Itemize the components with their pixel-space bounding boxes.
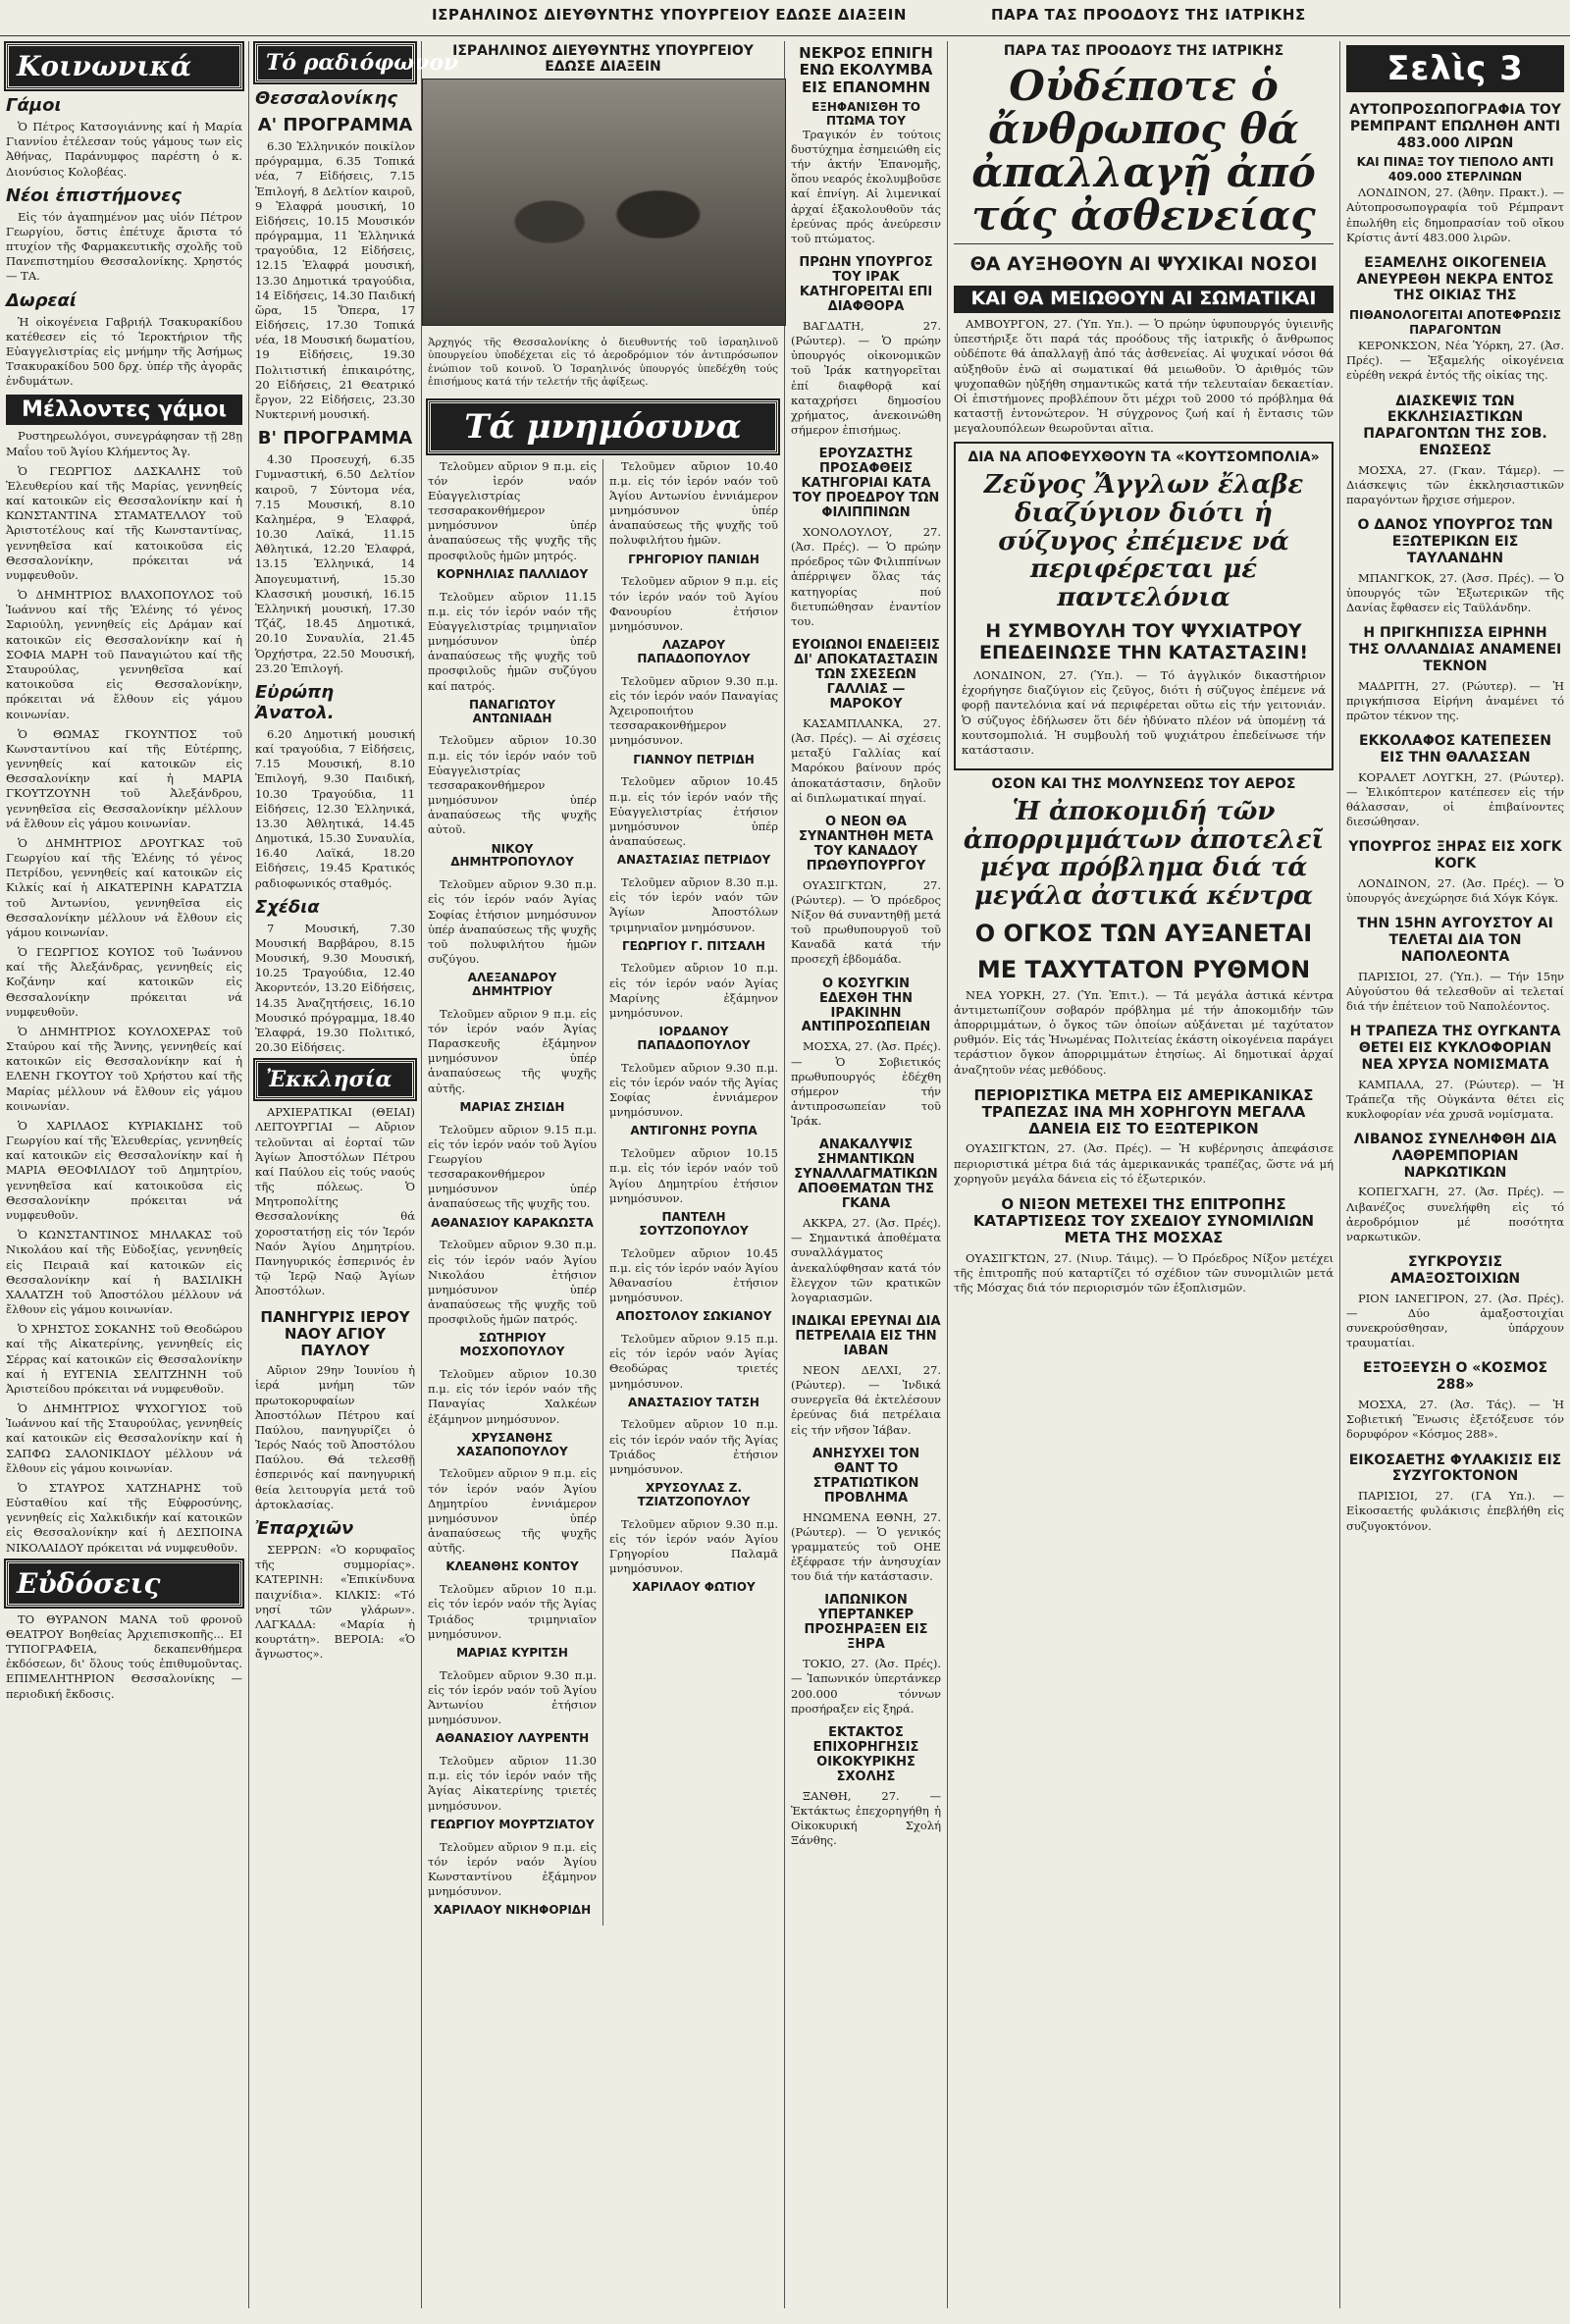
memorial-text: Τελοῦμεν αὔριον 10 π.μ. εἰς τόν ἱερόν ναόν Ἁγίας Μαρίνης ἐξάμηνον μνημόσυνον.: [609, 961, 778, 1020]
drowning-text: Τραγικόν ἐν τούτοις δυστύχημα ἐσημειώθη εἰς τήν ἀκτήν Ἐπανομῆς, ὅπου νεαρός ἐκολυμβοῦσε καί ἐπνίγη. Αἱ λιμενικαί ἀρχαί ἐξακολουθοῦν τάς ἐρεύνας πρός ἀνεύρεσιν τοῦ πτώματος.: [791, 127, 941, 245]
feast-text: Αὔριον 29ην Ἰουνίου ἡ ἱερά μνήμη τῶν πρωτοκορυφαίων Ἀποστόλων Πέτρου καί Παύλου, πανηγυρίζει ὁ Ἱερός Ναός τοῦ Ἀποστόλου Παύλου. Θά τελεσθῇ ἑσπερινός καί πανηγυρική θεία λειτουργία μετά τοῦ ἀρτοκλασίας.: [255, 1363, 415, 1511]
feast-title: ΠΑΝΗΓΥΡΙΣ ΙΕΡΟΥ ΝΑΟΥ ΑΓΙΟΥ ΠΑΥΛΟΥ: [260, 1307, 410, 1360]
radio-program-a: 6.30 Ἑλληνικόν ποικίλον πρόγραμμα, 6.35 Τοπικά νέα, 7 Εἰδήσεις, 7.15 Ἐπιλογή, 8 Δελτίον καιροῦ, 9 Ἐλαφρά μουσική, 10 Εἰδήσεις, 10.15 Μουσικόν πρόγραμμα, 11 Ἑλληνικά τραγούδια, 12 Εἰδήσεις, 12.15 Ἐλαφρά μουσική, 13.30 Δημοτικά τραγούδια, 14 Εἰδήσεις, 14.30 Παιδική ὥρα, 15 Ὅπερα, 17 Εἰδήσεις, 17.30 Τοπικά νέα, 18 Μουσική δωματίου, 19 Εἰδήσεις, 19.30 Πολιτιστική ἐπικαιρότης, 20 Εἰδήσεις, 21 Θεατρικό ἔργον, 22 Εἰδήσεις, 23.30 Νυκτερινή μουσική.: [255, 139, 415, 422]
divorce-subtitle: Η ΣΥΜΒΟΥΛΗ ΤΟΥ ΨΥΧΙΑΤΡΟΥ ΕΠΕΔΕΙΝΩΣΕ ΤΗΝ ΚΑΤΑΣΤΑΣΙΝ!: [979, 620, 1308, 664]
brief-text: ΜΠΑΝΓΚΟΚ, 27. (Ἀσσ. Πρές). — Ὁ ὑπουργός τῶν Ἐξωτερικῶν τῆς Δανίας ἔφθασεν εἰς Ταϋλάνδην.: [1346, 570, 1564, 614]
brief-headline: Η ΠΡΙΓΚΗΠΙΣΣΑ ΕΙΡΗΝΗ ΤΗΣ ΟΛΛΑΝΔΙΑΣ ΑΝΑΜΕΝΕΙ ΤΕΚΝΟΝ: [1348, 625, 1562, 674]
brief-headline: ΛΙΒΑΝΟΣ ΣΥΝΕΛΗΦΘΗ ΔΙΑ ΛΑΘΡΕΜΠΟΡΙΑΝ ΝΑΡΚΩΤΙΚΩΝ: [1353, 1132, 1557, 1181]
top-center-kicker: ΠΑΡΑ ΤΑΣ ΠΡΟΟΔΟΥΣ ΤΗΣ ΙΑΤΡΙΚΗΣ: [991, 6, 1306, 24]
news-text: ΤΟΚΙΟ, 27. (Ἀσ. Πρές). — Ἰαπωνικόν ὑπερτάνκερ 200.000 τόννων προσήραξεν εἰς ξηρά.: [791, 1657, 941, 1716]
news-headline: Ο ΚΟΣΥΓΚΙΝ ΕΔΕΧΘΗ ΤΗΝ ΙΡΑΚΙΝΗΝ ΑΝΤΙΠΡΟΣΩΠΕΙΑΝ: [801, 976, 931, 1035]
column-world-news: [785, 41, 948, 2308]
brief-headline: ΕΞΑΜΕΛΗΣ ΟΙΚΟΓΕΝΕΙΑ ΑΝΕΥΡΕΘΗ ΝΕΚΡΑ ΕΝΤΟΣ ΤΗΣ ΟΙΚΙΑΣ ΤΗΣ: [1356, 254, 1554, 304]
memorial-text: Τελοῦμεν αὔριον 10 π.μ. εἰς τόν ἱερόν ναόν τῆς Ἁγίας Τριάδος τριμηνιαῖον μνημόσυνον.: [428, 1582, 597, 1641]
news-headline: ΠΡΩΗΝ ΥΠΟΥΡΓΟΣ ΤΟΥ ΙΡΑΚ ΚΑΤΗΓΟΡΕΙΤΑΙ ΕΠΙ ΔΙΑΦΘΟΡΑ: [799, 255, 933, 314]
memorial-name: ΣΩΤΗΡΙΟΥ ΜΟΣΧΟΠΟΥΛΟΥ: [459, 1331, 565, 1359]
brief-news-list: [1346, 102, 1564, 1534]
memorial-text: Τελοῦμεν αὔριον 9 π.μ. εἰς τόν ἱερόν ναόν Εὐαγγελιστρίας τεσσαρακονθήμερον μνημόσυνον ὑπέρ ἀναπαύσεως τῆς ψυχῆς τῆς προσφιλοῦς ἡμῶν μητρός.: [428, 458, 597, 562]
memorial-text: Τελοῦμεν αὔριον 9.30 π.μ. εἰς τόν ἱερόν ναόν Ἁγίου Νικολάου ἐτήσιον μνημόσυνον ὑπέρ ἀναπαύσεως τῆς ψυχῆς τοῦ προσφιλοῦς ἡμῶν πατρός.: [428, 1238, 597, 1327]
news-text: ΚΑΣΑΜΠΛΑΝΚΑ, 27. (Ἀσ. Πρές). — Αἱ σχέσεις μεταξύ Γαλλίας καί Μαρόκου βαίνουν πρός ἀποκατάστασιν, δηλοῦν αἱ διπλωματικαί πηγαί.: [791, 715, 941, 805]
column-feature: [948, 41, 1340, 2308]
society-section-title: Δωρεαί: [6, 290, 77, 311]
memorial-name: ΠΑΝΑΓΙΩΤΟΥ ΑΝΤΩΝΙΑΔΗ: [468, 697, 556, 725]
memorials-column-left: [428, 459, 597, 1927]
brief-text: ΚΟΡΑΛΕΤ ΛΟΥΓΚΗ, 27. (Ρώυτερ). — Ἐλικόπτερον κατέπεσεν εἰς τήν θάλασσαν, οἱ ἐπιβαίνοντες διεσώθησαν.: [1346, 769, 1564, 829]
memorial-name: ΚΛΕΑΝΘΗΣ ΚΟΝΤΟΥ: [445, 1559, 579, 1574]
radio-station: Θεσσαλονίκης: [255, 88, 398, 109]
memorial-text: Τελοῦμεν αὔριον 9 π.μ. εἰς τόν ἱερόν ναόν Ἁγίου Κωνσταντίνου ἐξάμηνον μνημόσυνον.: [428, 1839, 597, 1899]
provinces-title: Ἐπαρχιῶν: [255, 1517, 354, 1539]
radio-evros: 6.20 Δημοτική μουσική καί τραγούδια, 7 Εἰδήσεις, 7.15 Μουσική, 8.10 Ἐπιλογή, 9.30 Παιδική, 10.30 Τραγούδια, 11 Εἰδήσεις, 12.30 Ἑλληνικά, 13.30 Ἀθλητικά, 14.45 Δημοτικά, 15.30 Συναυλία, 16.40 Λαϊκά, 18.20 Εἰδήσεις, 19.45 Κρατικός ραδιοφωνικός σταθμός.: [255, 726, 415, 890]
wedding-announcement: Ὁ ΔΗΜΗΤΡΙΟΣ ΒΛΑΧΟΠΟΥΛΟΣ τοῦ Ἰωάννου καί τῆς Ἑλένης τό γένος Σαριούλη, γεννηθείς εἰς Δράμαν καί κατοικῶν εἰς Θεσσαλονίκην καί ἡ ΣΟΦΙΑ ΜΑΡΗ τοῦ Παναγιώτου καί τῆς Σταυρούλας, γεννηθεῖσα καί κατοικοῦσα εἰς Θεσσαλονίκην, πρόκειται νά ἔλθουν εἰς γάμου κοινωνίαν.: [6, 588, 242, 721]
pollution-kicker: ΟΣΟΝ ΚΑΙ ΤΗΣ ΜΟΛΥΝΣΕΩΣ ΤΟΥ ΑΕΡΟΣ: [991, 776, 1296, 793]
society-section-text: Ὁ Πέτρος Κατσογιάννης καί ἡ Μαρία Γιαννίου ἐτέλεσαν τούς γάμους των εἰς Ἀθήνας, Παράνυμφος παρέστη ὁ κ. Διονύσιος Κολοβέας.: [6, 120, 242, 179]
memorial-name: ΧΑΡΙΛΑΟΥ ΝΙΚΗΦΟΡΙΔΗ: [433, 1903, 592, 1918]
memorial-text: Τελοῦμεν αὔριον 11.15 π.μ. εἰς τόν ἱερόν ναόν τῆς Εὐαγγελιστρίας τριμηνιαῖον μνημόσυνον ὑπέρ ἀναπαύσεως τῆς ψυχῆς τοῦ προσφιλοῦς ἡμῶν συζύγου καί πατρός.: [428, 589, 597, 693]
brief-text: ΛΟΝΔΙΝΟΝ, 27. (Ἀθην. Πρακτ.). — Αὐτοπροσωπογραφία τοῦ Ρέμπραντ ἐπωλήθη εἰς δημοπρασίαν τοῦ οἴκου Κρίστις ἀντί 483.000 λιρῶν.: [1346, 185, 1564, 244]
news-text: ΧΟΝΟΛΟΥΛΟΥ, 27. (Ἀσ. Πρές). — Ὁ πρώην πρόεδρος τῶν Φιλιππίνων ἀπέρριψεν ὅλας τάς κατηγορίας πού διετυπώθησαν ἐναντίον του.: [791, 524, 942, 628]
memorial-text: Τελοῦμεν αὔριον 9 π.μ. εἰς τόν ἱερόν ναόν Ἁγίου Δημητρίου ἐννιάμερον μνημόσυνον ὑπέρ ἀναπαύσεως τῆς ψυχῆς αὐτῆς.: [428, 1466, 597, 1556]
memorial-text: Τελοῦμεν αὔριον 10 π.μ. εἰς τόν ἱερόν ναόν τῆς Ἁγίας Τριάδος ἐτήσιον μνημόσυνον.: [609, 1417, 778, 1476]
radio-program-b-title: Β' ΠΡΟΓΡΑΜΜΑ: [257, 428, 413, 449]
memorial-name: ΓΕΩΡΓΙΟΥ Γ. ΠΙΤΣΑΛΗ: [622, 938, 765, 953]
brief-headline: ΑΥΤΟΠΡΟΣΩΠΟΓΡΑΦΙΑ ΤΟΥ ΡΕΜΠΡΑΝΤ ΕΠΩΛΗΘΗ ΑΝΤΙ 483.000 ΛΙΡΩΝ: [1349, 102, 1561, 151]
brief-headline: ΥΠΟΥΡΓΟΣ ΞΗΡΑΣ ΕΙΣ ΧΟΓΚ ΚΟΓΚ: [1348, 839, 1562, 872]
divorce-kicker: ΔΙΑ ΝΑ ΑΠΟΦΕΥΧΘΟΥΝ ΤΑ «ΚΟΥΤΣΟΜΠΟΛΙΑ»: [968, 449, 1320, 466]
memorial-text: Τελοῦμεν αὔριον 10.40 π.μ. εἰς τόν ἱερόν ναόν τοῦ Ἁγίου Αντωνίου ἐννιάμερον μνημόσυνον ὑπέρ ἀναπαύσεως τῆς ψυχῆς τοῦ πολυφιλήτου ἡμῶν.: [609, 458, 778, 548]
section-masthead-church: Ἐκκλησία: [255, 1060, 415, 1099]
memorial-name: ΧΡΥΣΑΝΘΗΣ ΧΑΣΑΠΟΠΟΥΛΟΥ: [456, 1430, 568, 1458]
news-headline: ΑΝΑΚΑΛΥΨΙΣ ΣΗΜΑΝΤΙΚΩΝ ΣΥΝΑΛΛΑΓΜΑΤΙΚΩΝ ΑΠΟΘΕΜΑΤΩΝ ΤΗΣ ΓΚΑΝΑ: [794, 1137, 938, 1212]
drowning-subheadline: ΕΞΗΦΑΝΙΣΘΗ ΤΟ ΠΤΩΜΑ ΤΟΥ: [811, 99, 920, 128]
brief-headline: ΕΞΤΟΞΕΥΣΗ Ο «ΚΟΣΜΟΣ 288»: [1362, 1360, 1548, 1394]
memorial-name: ΧΑΡΙΛΑΟΥ ΦΩΤΙΟΥ: [632, 1580, 756, 1595]
future-weddings-list: [6, 429, 242, 1555]
news-headline: Ο ΝΕΟΝ ΘΑ ΣΥΝΑΝΤΗΘΗ ΜΕΤΑ ΤΟΥ ΚΑΝΑΔΟΥ ΠΡΩΘΥΠΟΥΡΓΟΥ: [798, 814, 934, 873]
news-headline: ΕΚΤΑΚΤΟΣ ΕΠΙΧΟΡΗΓΗΣΙΣ ΟΙΚΟΚΥΡΙΚΗΣ ΣΧΟΛΗΣ: [812, 1724, 919, 1784]
memorial-name: ΛΑΖΑΡΟΥ ΠΑΠΑΔΟΠΟΥΛΟΥ: [637, 638, 751, 665]
news-headline: ΕΡΟΥΖΑΣΤΗΣ ΠΡΟΣΑΦΘΕΙΣ ΚΑΤΗΓΟΡΙΑΙ ΚΑΤΑ ΤΟΥ ΠΡΟΕΔΡΟΥ ΤΩΝ ΦΙΛΙΠΠΙΝΩΝ: [792, 447, 940, 520]
brief-headline: Η ΤΡΑΠΕΖΑ ΤΗΣ ΟΥΓΚΑΝΤΑ ΘΕΤΕΙ ΕΙΣ ΚΥΚΛΟΦΟΡΙΑΝ ΝΕΑ ΧΡΥΣΑ ΝΟΜΙΣΜΑΤΑ: [1349, 1024, 1561, 1073]
brief-text: ΚΟΠΕΓΧΑΓΗ, 27. (Ἀσ. Πρές). — Λιβανέζος συνελήφθη εἰς τό ἀεροδρόμιον μέ ποσότητα ναρκωτικῶν.: [1346, 1185, 1564, 1243]
brief-headline: ΣΥΓΚΡΟΥΣΙΣ ΑΜΑΞΟΣΤΟΙΧΙΩΝ: [1389, 1254, 1521, 1287]
brief-subheadline: ΚΑΙ ΠΙΝΑΞ ΤΟΥ ΤΙΕΠΟΛΟ ΑΝΤΙ 409.000 ΣΤΕΡΛΙΝΩΝ: [1356, 155, 1554, 184]
brief-text: ΡΙΟΝ ΙΑΝΕΓΙΡΟΝ, 27. (Ἀσ. Πρές). — Δύο ἀμαξοστοιχίαι συνεκρούσθησαν, ὑπάρχουν τραυματίαι.: [1346, 1291, 1564, 1350]
radio-sxedia-title: Σχέδια: [255, 896, 320, 918]
memorial-text: Τελοῦμεν αὔριον 9 π.μ. εἰς τόν ἱερόν ναόν τοῦ Ἁγίου Φανουρίου ἐτήσιον μνημόσυνον.: [609, 574, 778, 633]
news-headline: ΙΝΔΙΚΑΙ ΕΡΕΥΝΑΙ ΔΙΑ ΠΕΤΡΕΛΑΙΑ ΕΙΣ ΤΗΝ ΙΑΒΑΝ: [791, 1314, 941, 1359]
society-section-title: Γάμοι: [6, 95, 62, 116]
pollution-subtitle-2: ΜΕ ΤΑΧΥΤΑΤΟΝ ΡΥΘΜΟΝ: [976, 956, 1311, 984]
memorial-name: ΑΛΕΞΑΝΔΡΟΥ ΔΗΜΗΤΡΙΟΥ: [467, 971, 557, 998]
memorial-name: ΑΝΑΣΤΑΣΙΟΥ ΤΑΤΣΗ: [628, 1395, 759, 1409]
column-society: [0, 41, 249, 2308]
drowning-headline: ΝΕΚΡΟΣ ΕΠΝΙΓΗ ΕΝΩ ΕΚΟΛΥΜΒΑ ΕΙΣ ΕΠΑΝΟΜΗΝ: [799, 44, 933, 96]
banks-text: ΟΥΑΣΙΓΚΤΩΝ, 27. (Ἀσ. Πρές). — Ἡ κυβέρνησις ἀπεφάσισε περιοριστικά μέτρα διά τάς ἀμερικανικάς τραπέζας, ὥστε νά μή χορηγοῦν μεγάλα δάνεια εἰς τό ἐξωτερικόν.: [954, 1141, 1334, 1186]
feature-subtitle-2: ΚΑΙ ΘΑ ΜΕΙΩΘΟΥΝ ΑΙ ΣΩΜΑΤΙΚΑΙ: [954, 286, 1334, 313]
top-rule: [0, 35, 1570, 36]
divorce-text: ΛΟΝΔΙΝΟΝ, 27. (Ὑπ.). — Τό ἀγγλικόν δικαστήριον ἐχορήγησε διαζύγιον εἰς ζεῦγος, διότι ἡ σύζυγος ἐπέμενε νά φορῇ παντελόνια καί νά περιφέρεται οὕτω εἰς τήν γειτονιάν. Ὁ σύζυγος ἐδήλωσεν ὅτι δέν ἠδύνατο πλέον νά ὑπομένῃ τά κουτσομπολιά. Ἡ συμβουλή τοῦ ψυχιάτρου ἐπεδείνωσε τήν κατάστασιν.: [962, 668, 1326, 757]
wedding-announcement: Ὁ ΓΕΩΡΓΙΟΣ ΚΟΥΙΟΣ τοῦ Ἰωάννου καί τῆς Ἀλεξάνδρας, γεννηθείς εἰς Κοζάνην καί κατοικῶν εἰς Θεσσαλονίκην πρόκειται νά νυμφευθοῦν.: [6, 945, 242, 1019]
brief-text: ΚΕΡΟΝΚΣΟΝ, Νέα Ὑόρκη, 27. (Ἀσ. Πρές). — Ἑξαμελής οἰκογένεια εὑρέθη νεκρά ἐντός τῆς οἰκίας της.: [1346, 339, 1564, 383]
memorial-name: ΓΕΩΡΓΙΟΥ ΜΟΥΡΤΖΙΑΤΟΥ: [430, 1817, 595, 1831]
memorial-text: Τελοῦμεν αὔριον 9.15 π.μ. εἰς τόν ἱερόν ναόν Ἁγίας Θεοδώρας τριετές μνημόσυνον.: [609, 1332, 778, 1391]
wedding-announcement: Ὁ ΓΕΩΡΓΙΟΣ ΔΑΣΚΑΛΗΣ τοῦ Ἐλευθερίου καί τῆς Μαρίας, γεννηθείς καί κατοικῶν εἰς Θεσσαλονίκην καί ἡ ΚΩΝΣΤΑΝΤΙΝΑ ΣΤΑΜΑΤΕΛΛΟΥ τοῦ Ἀριστοτέλους καί τῆς Κωνσταντίνας, γεννηθεῖσα καί κατοικοῦσα εἰς Θεσσαλονίκην, πρόκειται νά νυμφευθοῦν.: [6, 463, 242, 582]
memorials-column-right: [602, 459, 778, 1927]
brief-text: ΠΑΡΙΣΙΟΙ, 27. (Ὑπ.). — Τήν 15ην Αὐγούστου θά τελεσθοῦν αἱ τελεταί διά τήν ἐπέτειον τοῦ Ναπολέοντος.: [1346, 969, 1564, 1014]
brief-text: ΛΟΝΔΙΝΟΝ, 27. (Ἀσ. Πρές). — Ὁ ὑπουργός ἀνεχώρησε διά Χόγκ Κόγκ.: [1346, 875, 1564, 906]
radio-program-b: 4.30 Προσευχή, 6.35 Γυμναστική, 6.50 Δελτίον καιροῦ, 7 Σύντομα νέα, 7.15 Μουσική, 8.10 Καλημέρα, 9 Ἐλαφρά, 10.30 Λαϊκά, 11.15 Ἀθλητικά, 12.20 Ἐλαφρά, 13.15 Ἑλληνικά, 14 Ἀπογευματινή, 15.30 Κλασσική μουσική, 16.15 Ἑλληνική μουσική, 17.30 Τζάζ, 18.45 Δημοτικά, 20.10 Συναυλία, 21.45 Ὁρχήστρα, 22.50 Μουσική, 23.20 Ἐπιλογή.: [255, 452, 415, 675]
divorce-story-box: [954, 442, 1334, 770]
divorce-title: Ζεῦγος Ἄγγλων ἔλαβε διαζύγιον διότι ἡ σύζυγος ἐπέμενε νά περιφέρεται μέ παντελόνια: [983, 470, 1304, 612]
world-news-list: [791, 256, 941, 1848]
news-headline: ΑΝΗΣΥΧΕΙ ΤΟΝ ΘΑΝΤ ΤΟ ΣΤΡΑΤΙΩΤΙΚΟΝ ΠΡΟΒΛΗΜΑ: [811, 1446, 920, 1505]
memorial-name: ΑΘΑΝΑΣΙΟΥ ΚΑΡΑΚΩΣΤΑ: [431, 1215, 594, 1230]
news-text: ΑΚΚΡΑ, 27. (Ἀσ. Πρές). — Σημαντικά ἀποθέματα συναλλάγματος ἀνεκαλύφθησαν κατά τόν ἔλεγχον τῶν κρατικῶν λογαριασμῶν.: [791, 1216, 941, 1304]
section-masthead-memorials: Τά μνημόσυνα: [428, 400, 778, 453]
wedding-announcement: Ὁ ΧΡΗΣΤΟΣ ΣΟΚΑΝΗΣ τοῦ Θεοδώρου καί τῆς Αἰκατερίνης, γεννηθείς εἰς Σέρρας καί κατοικῶν εἰς Θεσσαλονίκην καί ἡ ΕΥΓΕΝΙΑ ΣΕΛΙΤΖΗΝΗ τοῦ Ἀριστείδου πρόκειται νά νυμφευθοῦν.: [6, 1322, 242, 1396]
wedding-announcement: Ὁ ΚΩΝΣΤΑΝΤΙΝΟΣ ΜΗΛΑΚΑΣ τοῦ Νικολάου καί τῆς Εὐδοξίας, γεννηθείς εἰς Πειραιᾶ καί κατοικῶν εἰς Θεσσαλονίκην καί ἡ ΒΑΣΙΛΙΚΗ ΧΑΛΑΤΖΗ τοῦ Ἀποστόλου μέλλουν νά ἔλθουν εἰς γάμου κοινωνίαν.: [6, 1228, 242, 1317]
section-masthead-society: Κοινωνικά: [6, 43, 242, 89]
brief-subheadline: ΠΙΘΑΝΟΛΟΓΕΙΤΑΙ ΑΠΟΤΕΦΡΩΣΙΣ ΠΑΡΑΓΟΝΤΩΝ: [1348, 308, 1562, 337]
memorial-text: Τελοῦμεν αὔριον 10.45 π.μ. εἰς τόν ἱερόν ναόν Ἁγίου Ἀθανασίου ἐτήσιον μνημόσυνον.: [609, 1245, 778, 1305]
church-text: ΑΡΧΙΕΡΑΤΙΚΑΙ (ΘΕΙΑΙ) ΛΕΙΤΟΥΡΓΙΑΙ — Αὔριον τελοῦνται αἱ ἑορταί τῶν Ἁγίων Ἀποστόλων Πέτρου καί Παύλου εἰς τούς ναούς τῆς πόλεως. Ὁ Μητροπολίτης Θεσσαλονίκης θά χοροστατήσῃ εἰς τόν Ἱερόν Ναόν Ἁγίου Δημητρίου. Πανηγυρικός ἑσπερινός ἐν τῷ Ἱερῷ Ναῷ Ἁγίων Ἀποστόλων.: [255, 1105, 415, 1298]
memorial-text: Τελοῦμεν αὔριον 9.15 π.μ. εἰς τόν ἱερόν ναόν τοῦ Ἁγίου Γεωργίου τεσσαρακονθήμερον μνημόσυνον ὑπέρ ἀναπαύσεως τῆς ψυχῆς του.: [428, 1122, 597, 1211]
memorial-name: ΧΡΥΣΟΥΛΑΣ Ζ. ΤΖΙΑΤΖΟΠΟΥΛΟΥ: [637, 1481, 751, 1508]
feature-subtitle-1: ΘΑ ΑΥΞΗΘΟΥΝ ΑΙ ΨΥΧΙΚΑΙ ΝΟΣΟΙ: [969, 253, 1318, 276]
memorial-text: Τελοῦμεν αὔριον 9.30 π.μ. εἰς τόν ἱερόν ναόν τοῦ Ἁγίου Ἀντωνίου ἐτήσιον μνημόσυνον.: [428, 1667, 597, 1727]
news-photo: [422, 79, 786, 326]
memorial-text: Τελοῦμεν αὔριον 9.30 π.μ. εἰς τόν ἱερόν ναόν Παναγίας Ἀχειροποιήτου τεσσαρακονθήμερον μνημόσυνον.: [609, 673, 778, 748]
memorial-name: ΑΝΤΙΓΟΝΗΣ ΡΟΥΠΑ: [630, 1124, 758, 1138]
memorial-text: Τελοῦμεν αὔριον 9.30 π.μ. εἰς τόν ἱερόν ναόν Ἁγίου Γρηγορίου Παλαμᾶ μνημόσυνον.: [609, 1516, 778, 1576]
news-text: ΒΑΓΔΑΤΗ, 27. (Ρώυτερ). — Ὁ πρώην ὑπουργός οἰκονομικῶν τοῦ Ἰράκ κατηγορεῖται ἐπί διαφθορᾷ καί καταχρήσει δημοσίου χρήματος, ἀνεκοινώθη σήμερον ἐπισήμως.: [791, 318, 941, 438]
society-section-text: Ἡ οἰκογένεια Γαβριήλ Τσακυρακίδου κατέθεσεν εἰς τό Ἱεροκτήριον τῆς Εὐαγγελιστρίας εἰς μνήμην τῆς Ἀσήμως Τσακυρακίδου 500 δρχ. ὑπέρ τῆς ἀγορᾶς ἐνδυμάτων.: [6, 314, 242, 389]
memorial-text: Τελοῦμεν αὔριον 10.45 π.μ. εἰς τόν ἱερόν ναόν τῆς Εὐαγγελιστρίας ἐτήσιον μνημόσυνον ὑπέρ ἀναπαύσεως.: [609, 774, 778, 849]
memorial-text: Τελοῦμεν αὔριον 10.30 π.μ. εἰς τόν ἱερόν ναόν τοῦ Εὐαγγελιστρίας τεσσαρακονθήμερον μνημόσυνον ὑπέρ ἀναπαύσεως τῆς ψυχῆς αὐτοῦ.: [428, 733, 597, 837]
memorial-text: Τελοῦμεν αὔριον 9.30 π.μ. εἰς τόν ἱερόν ναόν Ἁγίας Σοφίας ἐτήσιον μνημόσυνον ὑπέρ ἀναπαύσεως τῆς ψυχῆς τοῦ πολυφιλήτου ἡμῶν συζύγου.: [428, 877, 597, 967]
brief-headline: ΤΗΝ 15ΗΝ ΑΥΓΟΥΣΤΟΥ ΑΙ ΤΕΛΕΤΑΙ ΔΙΑ ΤΟΝ ΝΑΠΟΛΕΟΝΤΑ: [1357, 916, 1553, 965]
memorial-name: ΙΟΡΔΑΝΟΥ ΠΑΠΑΔΟΠΟΥΛΟΥ: [637, 1025, 751, 1052]
memorials-grid: [422, 459, 784, 1927]
feature-title: Οὐδέποτε ὁ ἄνθρωπος θά ἀπαλλαγῇ ἀπό τάς ἀσθενείας: [971, 62, 1316, 240]
memorial-name: ΚΟΡΝΗΛΙΑΣ ΠΑΛΛΙΔΟΥ: [436, 566, 589, 581]
section-masthead-publications: Εὐδόσεις: [6, 1560, 242, 1607]
society-section-text: Εἰς τόν ἀγαπημένον μας υἱόν Πέτρον Γεωργίου, ὅστις ἐπέτυχε ἄριστα τό πτυχίον τῆς Φαρμακευτικῆς σχολῆς τοῦ Πανεπιστημίου Θεσσαλονίκης. Χρηστός — ΤΑ.: [6, 209, 242, 284]
column-brief-news: [1340, 41, 1570, 2308]
news-text: ΟΥΑΣΙΓΚΤΩΝ, 27. (Ρώυτερ). — Ὁ πρόεδρος Νίξον θά συναντηθῇ μετά τοῦ πρωθυπουργοῦ τοῦ Καναδᾶ κατά τήν προσεχῆ ἑβδομάδα.: [791, 877, 941, 967]
nixon-text: ΟΥΑΣΙΓΚΤΩΝ, 27. (Νιυρ. Τάιμς). — Ὁ Πρόεδρος Νίξον μετέχει τῆς ἐπιτροπῆς πού καταρτίζει τό σχέδιον τῶν συνομιλιῶν μετά τῆς Μόσχας διά τόν περιορισμόν τῶν ἐξοπλισμῶν.: [954, 1250, 1334, 1295]
photo-caption: Ἀρχηγός τῆς Θεσσαλονίκης ὁ διευθυντής τοῦ ἰσραηλινοῦ ὑπουργείου ὑποδέχεται εἰς τό ἀεροδρόμιον τόν ἀντιπρόσωπον ἐνώπιον τοῦ κοινοῦ. Ὁ Ἰσραηλινός ὑπουργός ὑπεδέχθη τούς ἐπισήμους κατά τήν τελετήν τῆς ἀφίξεως.: [428, 336, 778, 389]
news-headline: ΕΥΟΙΩΝΟΙ ΕΝΔΕΙΞΕΙΣ ΔΙ' ΑΠΟΚΑΤΑΣΤΑΣΙΝ ΤΩΝ ΣΧΕΣΕΩΝ ΓΑΛΛΙΑΣ — ΜΑΡΟΚΟΥ: [792, 638, 940, 712]
photo-headline: ΙΣΡΑΗΛΙΝΟΣ ΔΙΕΥΘΥΝΤΗΣ ΥΠΟΥΡΓΕΙΟΥ ΕΔΩΣΕ ΔΙΑΞΕΙΝ: [452, 43, 754, 75]
top-left-headline: ΙΣΡΑΗΛΙΝΟΣ ΔΙΕΥΘΥΝΤΗΣ ΥΠΟΥΡΓΕΙΟΥ ΕΔΩΣΕ ΔΙΑΞΕΙΝ: [432, 6, 907, 24]
memorial-text: Τελοῦμεν αὔριον 10.15 π.μ. εἰς τόν ἱερόν ναόν τοῦ Ἁγίου Δημητρίου ἐτήσιον μνημόσυνον.: [609, 1146, 778, 1205]
column-memorials: [422, 41, 785, 2308]
feature-kicker: ΠΑΡΑ ΤΑΣ ΠΡΟΟΔΟΥΣ ΤΗΣ ΙΑΤΡΙΚΗΣ: [1003, 43, 1284, 59]
radio-sxedia: 7 Μουσική, 7.30 Μουσική Βαρβάρου, 8.15 Μουσική, 9.30 Μουσική, 10.25 Τραγούδια, 12.40 Ἀκορντεόν, 13.20 Εἰδήσεις, 14.35 Ἀναζητήσεις, 16.10 Μουσικό πρόγραμμα, 18.40 Ἐλαφρά, 19.30 Πολιτικό, 20.30 Εἰδήσεις.: [255, 921, 415, 1055]
provinces-text: ΣΕΡΡΩΝ: «Ὁ κορυφαῖος τῆς συμμορίας». ΚΑΤΕΡΙΝΗ: «Ἐπικίνδυνα παιχνίδια». ΚΙΛΚΙΣ: «Τό νησί τῶν γλάρων». ΛΑΓΚΑΔΑ: «Μαρία ἡ κουρτάτη». ΒΕΡΟΙΑ: «Ὁ ἄγνωστος».: [255, 1542, 415, 1662]
memorial-name: ΑΠΟΣΤΟΛΟΥ ΣΩΚΙΑΝΟΥ: [615, 1309, 772, 1324]
memorial-name: ΜΑΡΙΑΣ ΚΥΡΙΤΣΗ: [456, 1645, 568, 1660]
nixon-title: Ο ΝΙΞΟΝ ΜΕΤΕΧΕΙ ΤΗΣ ΕΠΙΤΡΟΠΗΣ ΚΑΤΑΡΤΙΣΕΩΣ ΤΟΥ ΣΧΕΔΙΟΥ ΣΥΝΟΜΙΛΙΩΝ ΜΕΤΑ ΤΗΣ ΜΟΣΧΑΣ: [972, 1194, 1315, 1247]
feature-text: ΑΜΒΟΥΡΓΟΝ, 27. (Ὑπ. Υπ.). — Ὁ πρώην ὑφυπουργός ὑγιεινῆς ὑπεστήριξε ὅτι παρά τάς προόδους τῆς ἰατρικῆς ὁ ἄνθρωπος οὐδέποτε θά ἀπαλλαγῇ ἀπό τάς ἀσθενείας. Αἱ ψυχικαί νόσοι θά αὐξηθοῦν ἐνῶ αἱ σωματικαί θά μειωθοῦν. Ὁ ἀριθμός τῶν ψυχοπαθῶν ηὐξήθη σημαντικῶς κατά τήν τελευταίαν δεκαετίαν. Οἱ ἐπιστήμονες προβλέπουν ὅτι μέχρι τοῦ 2000 τό πρόβλημα θά καταστῇ ἐντονώτερον. Ἡ σύγχρονος ζωή καί ἡ ἔντασις τῶν μεγαλουπόλεων θεωροῦνται αἴτια.: [954, 317, 1334, 436]
radio-evros-title: Εὐρώπη Ἀνατολ.: [255, 681, 335, 723]
memorial-text: Τελοῦμεν αὔριον 9.30 π.μ. εἰς τόν ἱερόν ναόν τῆς Ἁγίας Σοφίας ἐννιάμερον μνημόσυνον.: [609, 1060, 778, 1120]
memorial-name: ΓΡΗΓΟΡΙΟΥ ΠΑΝΙΔΗ: [628, 552, 759, 566]
memorial-name: ΜΑΡΙΑΣ ΖΗΣΙΔΗ: [459, 1099, 565, 1114]
memorial-text: Τελοῦμεν αὔριον 8.30 π.μ. εἰς τόν ἱερόν ναόν τῶν Ἁγίων Ἀποστόλων τριμηνιαῖον μνημόσυνον.: [609, 874, 778, 934]
section-title-future-weddings: Μέλλοντες γάμοι: [6, 395, 242, 425]
news-headline: ΙΑΠΩΝΙΚΟΝ ΥΠΕΡΤΑΝΚΕΡ ΠΡΟΣΗΡΑΞΕΝ ΕΙΣ ΞΗΡΑ: [804, 1593, 928, 1653]
wedding-announcement: Ὁ ΣΤΑΥΡΟΣ ΧΑΤΖΗΑΡΗΣ τοῦ Εὐσταθίου καί τῆς Εὐφροσύνης, γεννηθείς εἰς Χαλκιδικήν καί κατοικῶν εἰς Θεσσαλονίκην καί ἡ ΔΕΣΠΟΙΝΑ ΝΙΚΟΛΑΙΔΟΥ πρόκειται νά νυμφευθοῦν.: [6, 1480, 242, 1555]
pollution-title: Ἡ ἀποκομιδή τῶν ἀπορριμμάτων ἀποτελεῖ μέγα πρόβλημα διά τά μεγάλα ἀστικά κέντρα: [963, 797, 1325, 911]
news-text: ΝΕΟΝ ΔΕΛΧΙ, 27. (Ρώυτερ). — Ἰνδικά συνεργεῖα θά ἐκτελέσουν ἐρεύνας διά πετρέλαια εἰς τήν νῆσον Ἰάβαν.: [791, 1362, 941, 1437]
publications-text: ΤΟ ΘΥΡΑΝΟΝ ΜΑΝΑ τοῦ φρονοῦ ΘΕΑΤΡΟΥ Βοηθείας Ἀρχιεπισκοπῆς... ΕΙ ΤΥΠΟΓΡΑΦΕΙΑ, δεκαπενθήμερα ἐκδόσεων, δι' ὅλους τούς ἐπιθυμοῦντας. ΕΠΙΜΕΛΗΤΗΡΙΟΝ Θεσσαλονίκης — περιοδική ἔκδοσις.: [6, 1611, 242, 1701]
society-sections: [6, 95, 242, 389]
memorial-text: Τελοῦμεν αὔριον 10.30 π.μ. εἰς τόν ἱερόν ναόν τῆς Παναγίας Χαλκέων ἐξάμηνον μνημόσυνον.: [428, 1367, 597, 1426]
memorial-name: ΠΑΝΤΕΛΗ ΣΟΥΤΖΟΠΟΥΛΟΥ: [639, 1209, 749, 1238]
wedding-announcement: Ὁ ΔΗΜΗΤΡΙΟΣ ΔΡΟΥΓΚΑΣ τοῦ Γεωργίου καί τῆς Ἐλένης τό γένος Πετρίδου, γεννηθείς καί κατοικῶν εἰς Κιλκίς καί ἡ ΑΙΚΑΤΕΡΙΝΗ ΚΑΡΑΤΖΙΑ τοῦ Ἀντωνίου, γεννηθεῖσα εἰς Θεσσαλονίκην μέλλουν νά ἔλθουν εἰς γάμου κοινωνίαν.: [6, 835, 242, 939]
wedding-announcement: Ὁ ΔΗΜΗΤΡΙΟΣ ΚΟΥΛΟΧΕΡΑΣ τοῦ Σταύρου καί τῆς Ἄννης, γεννηθείς καί κατοικῶν εἰς Θεσσαλονίκην καί ἡ ΕΛΕΝΗ ΓΚΟΥΤΟΥ τοῦ Χρήστου καί τῆς Μαρίας μέλλουν νά ἔλθουν εἰς γάμου κοινωνίαν.: [6, 1024, 242, 1113]
brief-text: ΜΑΔΡΙΤΗ, 27. (Ρώυτερ). — Ἡ πριγκήπισσα Εἰρήνη ἀναμένει τό πρῶτον τέκνον της.: [1346, 678, 1564, 722]
brief-text: ΜΟΣΧΑ, 27. (Γκαν. Τάμερ). — Διάσκεψις τῶν ἐκκλησιαστικῶν παραγόντων ἤρχισε σήμερον.: [1346, 462, 1564, 507]
memorial-name: ΝΙΚΟΥ ΔΗΜΗΤΡΟΠΟΥΛΟΥ: [450, 841, 574, 870]
radio-program-a-title: Α' ΠΡΟΓΡΑΜΜΑ: [257, 115, 413, 135]
memorial-text: Τελοῦμεν αὔριον 11.30 π.μ. εἰς τόν ἱερόν ναόν τῆς Ἁγίας Αἰκατερίνης τριετές μνημόσυνον.: [428, 1754, 597, 1813]
memorial-name: ΑΝΑΣΤΑΣΙΑΣ ΠΕΤΡΙΔΟΥ: [616, 853, 771, 868]
pollution-subtitle-1: Ο ΟΓΚΟΣ ΤΩΝ ΑΥΞΑΝΕΤΑΙ: [974, 919, 1313, 947]
society-section-title: Νέοι ἐπιστήμονες: [6, 185, 182, 206]
brief-headline: ΕΙΚΟΣΑΕΤΗΣ ΦΥΛΑΚΙΣΙΣ ΕΙΣ ΣΥΖΥΓΟΚΤΟΝΟΝ: [1348, 1452, 1562, 1485]
news-text: ΞΑΝΘΗ, 27. — Ἐκτάκτως ἐπεχορηγήθη ἡ Οἰκοκυρική Σχολή Ξάνθης.: [791, 1788, 941, 1848]
brief-text: ΠΑΡΙΣΙΟΙ, 27. (ΓΑ Υπ.). — Εἰκοσαετής φυλάκισις ἐπεβλήθη εἰς συζυγοκτόνον.: [1346, 1489, 1564, 1533]
column-radio: [249, 41, 459, 2308]
section-masthead-radio: Τό ραδιόφωνον: [255, 43, 415, 82]
page-number-masthead: Σελὶς 3: [1346, 45, 1564, 92]
wedding-announcement: Ρυστηρεωλόγοι, συνεγράφησαν τῇ 28ῃ Μαΐου τοῦ Ἁγίου Κλήμεντος Ἁγ.: [6, 429, 242, 458]
memorial-name: ΓΙΑΝΝΟΥ ΠΕΤΡΙΔΗ: [633, 752, 755, 766]
banks-title: ΠΕΡΙΟΡΙΣΤΙΚΑ ΜΕΤΡΑ ΕΙΣ ΑΜΕΡΙΚΑΝΙΚΑΣ ΤΡΑΠΕΖΑΣ ΙΝΑ ΜΗ ΧΟΡΗΓΟΥΝ ΜΕΓΑΛΑ ΔΑΝΕΙΑ ΕΙΣ ΤΟ ΕΞΩΤΕΡΙΚΟΝ: [973, 1085, 1314, 1138]
brief-headline: Ο ΔΑΝΟΣ ΥΠΟΥΡΓΟΣ ΤΩΝ ΕΞΩΤΕΡΙΚΩΝ ΕΙΣ ΤΑΥΛΑΝΔΗΝ: [1357, 517, 1553, 566]
brief-text: ΚΑΜΠΑΛΑ, 27. (Ρώυτερ). — Ἡ Τράπεζα τῆς Οὐγκάντα θέτει εἰς κυκλοφορίαν νέα χρυσᾶ νομίσματα.: [1346, 1077, 1564, 1121]
memorial-name: ΑΘΑΝΑΣΙΟΥ ΛΑΥΡΕΝΤΗ: [435, 1731, 590, 1746]
wedding-announcement: Ὁ ΧΑΡΙΛΑΟΣ ΚΥΡΙΑΚΙΔΗΣ τοῦ Γεωργίου καί τῆς Ἐλευθερίας, γεννηθείς καί κατοικῶν εἰς Θεσσαλονίκην καί ἡ ΜΑΡΙΑ ΘΕΟΦΙΛΙΔΟΥ τοῦ Δημητρίου, γεννηθεῖσα καί κατοικοῦσα εἰς Θεσσαλονίκην πρόκειται νά νυμφευθοῦν.: [6, 1118, 242, 1222]
divider: [954, 243, 1334, 244]
news-text: ΜΟΣΧΑ, 27. (Ἀσ. Πρές). — Ὁ Σοβιετικός πρωθυπουργός ἐδέχθη σήμερον τήν ἀντιπροσωπείαν τοῦ Ἰράκ.: [791, 1039, 941, 1129]
memorial-text: Τελοῦμεν αὔριον 9 π.μ. εἰς τόν ἱερόν ναόν Ἁγίας Παρασκευῆς ἐξάμηνον μνημόσυνον ὑπέρ ἀναπαύσεως τῆς ψυχῆς αὐτῆς.: [428, 1006, 597, 1095]
brief-text: ΜΟΣΧΑ, 27. (Ἀσ. Τάς). — Ἡ Σοβιετική Ἕνωσις ἐξετόξευσε τόν δορυφόρον «Κόσμος 288».: [1346, 1398, 1564, 1442]
news-text: ΗΝΩΜΕΝΑ ΕΘΝΗ, 27. (Ρώυτερ). — Ὁ γενικός γραμματεύς τοῦ ΟΗΕ ἐξέφρασε τήν ἀνησυχίαν του διά τήν κατάστασιν.: [791, 1509, 941, 1584]
wedding-announcement: Ὁ ΘΩΜΑΣ ΓΚΟΥΝΤΙΟΣ τοῦ Κωνσταντίνου καί τῆς Εὐτέρπης, γεννηθείς καί κατοικῶν εἰς Θεσσαλονίκην καί ἡ ΜΑΡΙΑ ΓΚΟΥΤΖΟΥΝΗ τοῦ Ἀλεξάνδρου, γεννηθεῖσα εἰς Θεσσαλονίκην μέλλουν νά ἔλθουν εἰς γάμου κοινωνίαν.: [6, 726, 242, 830]
brief-headline: ΕΚΚΟΛΑΦΟΣ ΚΑΤΕΠΕΣΕΝ ΕΙΣ ΤΗΝ ΘΑΛΑΣΣΑΝ: [1359, 733, 1551, 766]
pollution-text: ΝΕΑ ΥΟΡΚΗ, 27. (Ὑπ. Ἐπιτ.). — Τά μεγάλα ἀστικά κέντρα ἀντιμετωπίζουν σοβαρόν πρόβλημα μέ τήν ἀποκομιδήν τῶν ἀπορριμμάτων, ὁ ὄγκος τῶν ὁποίων αὐξάνεται μέ ταχύτατον ρυθμόν. Εἰς τάς Ἡνωμένας Πολιτείας ἑκάστη οἰκογένεια παράγει τεράστιον ὄγκον ἀπορριμμάτων ἐτησίως. Αἱ δημοτικαί ἀρχαί ἀναζητοῦν νέας μεθόδους.: [954, 987, 1334, 1077]
brief-headline: ΔΙΑΣΚΕΨΙΣ ΤΩΝ ΕΚΚΛΗΣΙΑΣΤΙΚΩΝ ΠΑΡΑΓΟΝΤΩΝ ΤΗΣ ΣΟΒ. ΕΝΩΣΕΩΣ: [1363, 393, 1547, 458]
wedding-announcement: Ὁ ΔΗΜΗΤΡΙΟΣ ΨΥΧΟΓΥΙΟΣ τοῦ Ἰωάννου καί τῆς Σταυρούλας, γεννηθείς καί κατοικῶν εἰς Θεσσαλονίκην καί ἡ ΣΑΠΦΩ ΣΑΛΟΝΙΚΙΔΟΥ μέλλουν νά ἔλθουν εἰς γάμου κοινωνίαν.: [6, 1401, 242, 1475]
